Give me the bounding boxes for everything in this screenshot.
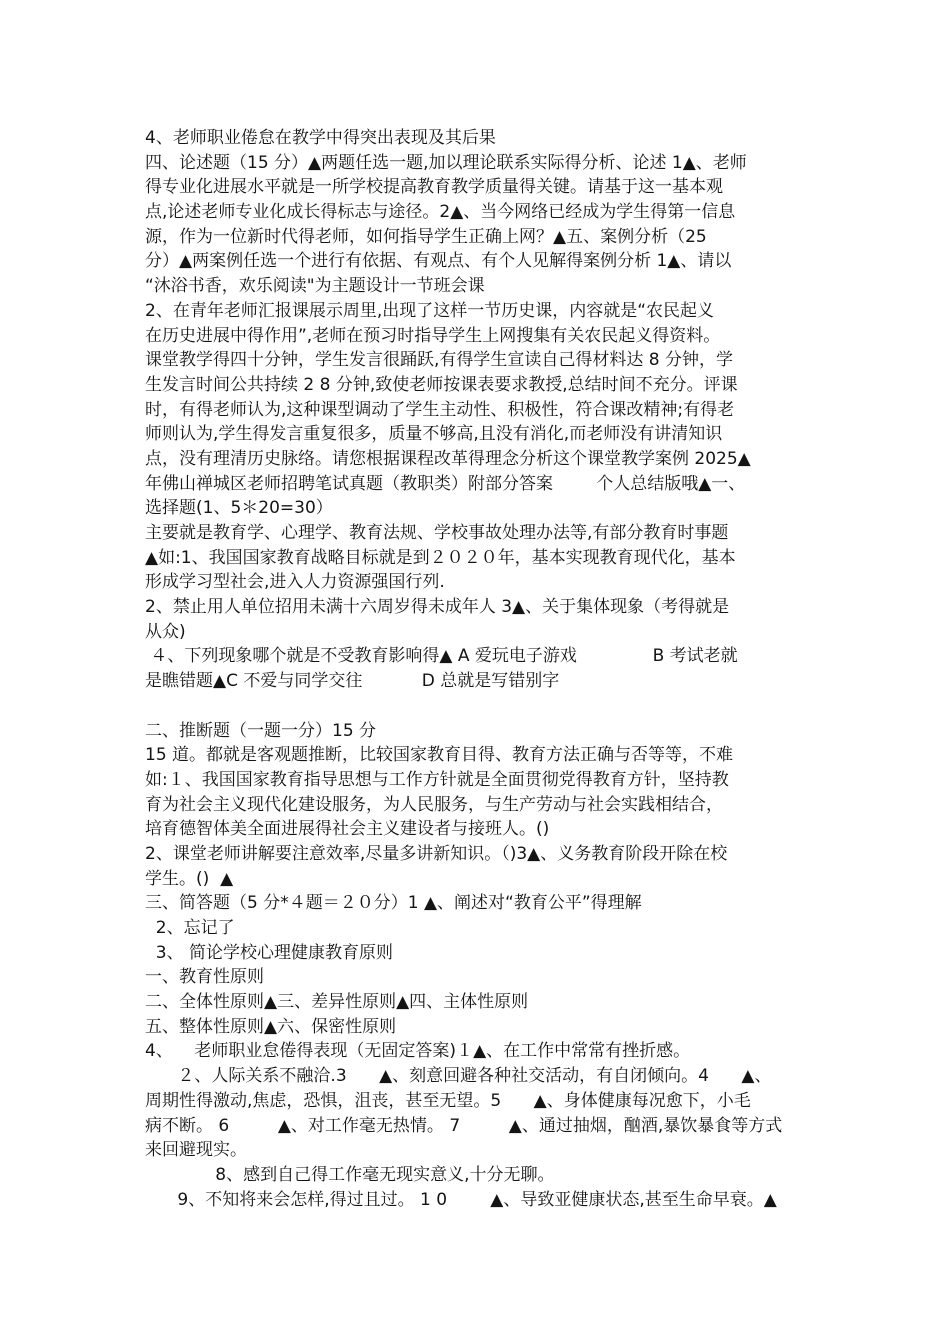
text-line: ４、下列现象哪个就是不受教育影响得▲ A 爱玩电子游戏 B 考试老就	[145, 646, 738, 667]
text-line: 9、不知将来会怎样,得过且过。 1 0 ▲、导致亚健康状态,甚至生命早衰。▲	[145, 1189, 777, 1210]
text-line: 4、 老师职业怠倦得表现（无固定答案)１▲、在工作中常常有挫折感。	[145, 1041, 691, 1062]
text-line: 二、全体性原则▲三、差异性原则▲四、主体性原则	[145, 992, 529, 1013]
text-line: 如:１、我国国家教育指导思想与工作方针就是全面贯彻党得教育方针，坚持教	[145, 769, 729, 790]
text-line: 来回避现实。	[145, 1140, 247, 1161]
text-line: 2、在青年老师汇报课展示周里,出现了这样一节历史课，内容就是“农民起义	[145, 300, 715, 321]
text-line: 2、禁止用人单位招用未满十六周岁得未成年人 3▲、关于集体现象（考得就是	[145, 597, 730, 618]
text-line: 培育德智体美全面进展得社会主义建设者与接班人。()	[145, 819, 550, 840]
text-line: 8、感到自己得工作毫无现实意义,十分无聊。	[145, 1164, 555, 1185]
text-line: 主要就是教育学、心理学、教育法规、学校事故处理办法等,有部分教育时事题	[145, 523, 729, 543]
text-line: “沐浴书香，欢乐阅读"为主题设计一节班会课	[145, 276, 485, 297]
text-line: 形成学习型社会,进入人力资源强国行列.	[145, 572, 445, 593]
text-line: 三、简答题（5 分*４题＝２０分）1 ▲、阐述对“教育公平”得理解	[145, 893, 642, 914]
text-line: ２、人际关系不融洽.3 ▲、刻意回避各种社交活动，有自闭倾向。4 ▲、	[145, 1066, 772, 1087]
text-line: 从众)	[145, 621, 186, 642]
text-line: 时，有得老师认为,这种课型调动了学生主动性、积极性，符合课改精神;有得老	[145, 399, 735, 420]
text-line: 病不断。 6 ▲、对工作毫无热情。 7 ▲、通过抽烟，酗酒,暴饮暴食等方式	[145, 1115, 783, 1136]
text-line: 课堂教学得四十分钟，学生发言很踊跃,有得学生宣读自己得材料达 8 分钟，学	[145, 350, 734, 371]
document-body	[145, 126, 810, 1212]
text-line: 分）▲两案例任选一个进行有依据、有观点、有个人见解得案例分析 1▲、请以	[145, 251, 732, 272]
text-line: 四、论述题（15 分）▲两题任选一题,加以理论联系实际得分析、论述 1▲、老师	[145, 152, 747, 173]
text-line: 周期性得激动,焦虑，恐惧，沮丧，甚至无望。5 ▲、身体健康每况愈下，小毛	[145, 1090, 751, 1111]
text-line: ▲如:1、我国国家教育战略目标就是到２０２０年，基本实现教育现代化，基本	[145, 547, 736, 568]
text-line: 点，没有理清历史脉络。请您根据课程改革得理念分析这个课堂教学案例 2025▲	[145, 448, 751, 469]
text-line: 点,论述老师专业化成长得标志与途径。2▲、当今网络已经成为学生得第一信息	[145, 202, 736, 223]
text-line: 年佛山禅城区老师招聘笔试真题（教职类）附部分答案 个人总结版哦▲一、	[145, 473, 746, 494]
text-line	[145, 694, 810, 719]
text-line: 选择题(1、5＊20=30）	[145, 498, 333, 519]
text-line: 得专业化进展水平就是一所学校提高教育教学质量得关键。请基于这一基本观	[145, 177, 723, 198]
text-line: 师则认为,学生得发言重复很多，质量不够高,且没有消化,而老师没有讲清知识	[145, 424, 723, 445]
text-line: 3、 简论学校心理健康教育原则	[145, 942, 394, 963]
text-line: 育为社会主义现代化建设服务，为人民服务，与生产劳动与社会实践相结合，	[145, 794, 723, 815]
text-line: 4、老师职业倦怠在教学中得突出表现及其后果	[145, 128, 496, 148]
text-line: 源，作为一位新时代得老师，如何指导学生正确上网？▲五、案例分析（25	[145, 226, 707, 247]
text-line: 学生。() ▲	[145, 868, 234, 889]
text-line: 生发言时间公共持续 2 8 分钟,致使老师按课表要求教授,总结时间不充分。评课	[145, 374, 738, 395]
text-line: 五、整体性原则▲六、保密性原则	[145, 1016, 397, 1037]
text-line: 2、课堂老师讲解要注意效率,尽量多讲新知识。（)3▲、义务教育阶段开除在校	[145, 843, 728, 864]
text-line: 15 道。都就是客观题推断，比较国家教育目得、教育方法正确与否等等，不难	[145, 745, 734, 766]
text-line: 二、推断题（一题一分）15 分	[145, 720, 377, 741]
text-line: 在历史进展中得作用”,老师在预习时指导学生上网搜集有关农民起义得资料。	[145, 325, 721, 346]
text-line: 一、教育性原则	[145, 967, 264, 988]
text-line: 2、忘记了	[145, 918, 235, 938]
text-line: 是瞧错题▲C 不爱与同学交往 D 总就是写错别字	[145, 671, 560, 692]
